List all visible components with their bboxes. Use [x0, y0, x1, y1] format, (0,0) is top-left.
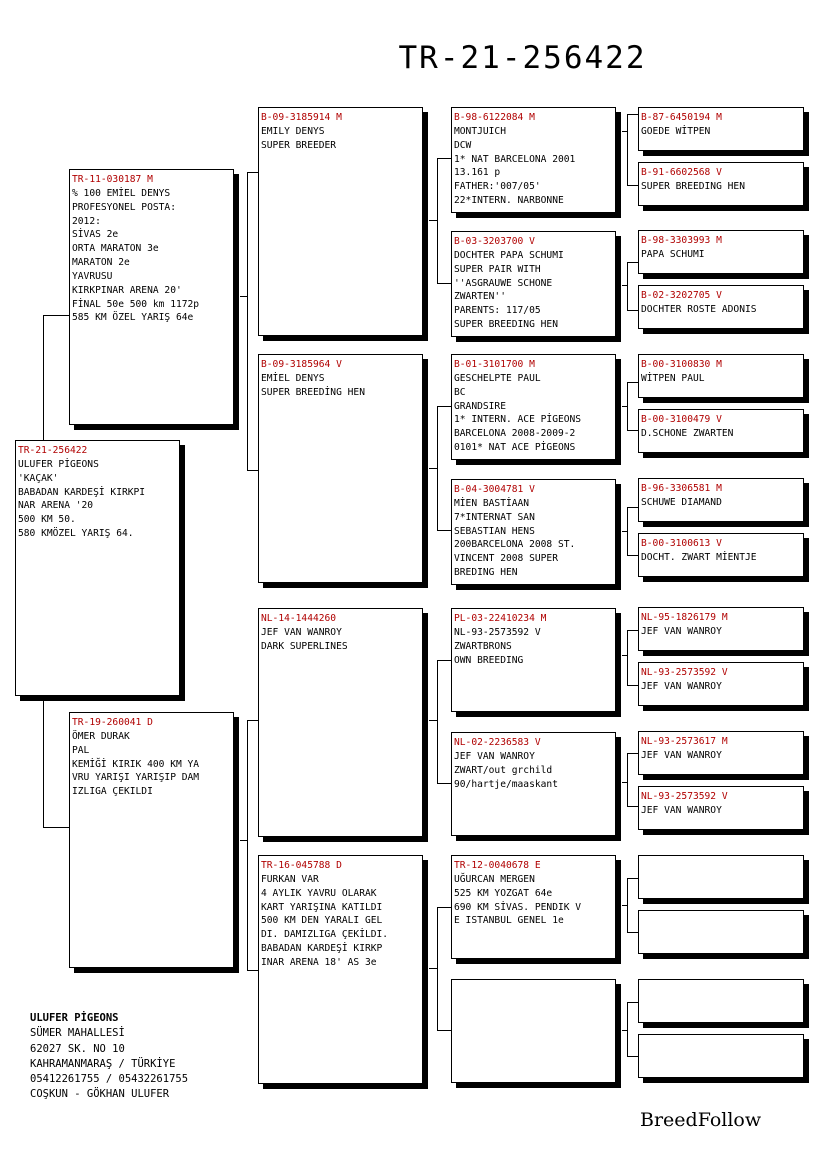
pedigree-text-line: FATHER:'007/05'	[454, 181, 541, 193]
pedigree-card-dam-sire	[258, 608, 423, 837]
pedigree-text-line: ÖMER DURAK	[72, 730, 130, 742]
pedigree-card-sire-dam	[258, 354, 423, 583]
connector-line	[437, 406, 452, 407]
pedigree-text-line: DOCHTER ROSTE ADONIS	[641, 303, 757, 315]
pedigree-text-line: DOCHTER PAPA SCHUMI	[454, 249, 564, 261]
pedigree-text-line: JEF VAN WANROY	[641, 749, 722, 761]
pedigree-text-line: SUPER BREEDİNG HEN	[261, 386, 365, 398]
pedigree-text-line: 690 KM SİVAS. PENDIK V	[454, 901, 582, 913]
pedigree-text-line: SUPER BREEDER	[261, 139, 337, 151]
pedigree-text-line: SCHUWE DIAMAND	[641, 496, 722, 508]
connector-line	[437, 158, 438, 284]
pedigree-card-g4-8	[638, 533, 804, 577]
ring-number: B-09-3185914 M	[261, 112, 342, 123]
pedigree-text-line: KIRKPINAR ARENA 20'	[72, 284, 182, 296]
pedigree-text-line: ULUFER PİGEONS	[18, 458, 99, 470]
pedigree-text-line: 4 AYLIK YAVRU OLARAK	[261, 887, 377, 899]
connector-line	[622, 131, 628, 132]
pedigree-card-sire	[69, 169, 234, 425]
pedigree-text-line: VRU YARIŞI YARIŞIP DAM	[72, 772, 200, 784]
phone-numbers: 05412261755 / 05432261755	[30, 1073, 189, 1086]
pedigree-text-line: WİTPEN PAUL	[641, 372, 705, 384]
pedigree-text-line: JEF VAN WANROY	[454, 750, 535, 762]
connector-line	[622, 285, 628, 286]
pedigree-text-line: 500 KM DEN YARALI GEL	[261, 915, 383, 927]
pedigree-text-line: EMİEL DENYS	[261, 372, 325, 384]
ring-number: B-87-6450194 M	[641, 112, 722, 123]
pedigree-card-dss	[451, 608, 616, 712]
ring-number: NL-93-2573617 M	[641, 736, 728, 747]
pedigree-card-g4-7	[638, 478, 804, 522]
pedigree-text-line: ORTA MARATON 3e	[72, 243, 159, 255]
pedigree-text-line: MARATON 2e	[72, 257, 130, 269]
connector-line	[429, 720, 438, 721]
connector-line	[622, 406, 628, 407]
connector-line	[240, 840, 248, 841]
pedigree-card-g4-2	[638, 162, 804, 206]
pedigree-text-line: UĞURCAN MERGEN	[454, 873, 535, 885]
pedigree-text-line: JEF VAN WANROY	[261, 626, 342, 638]
pedigree-text-line: BREDING HEN	[454, 567, 518, 579]
breeder-name: ULUFER PİGEONS	[30, 1012, 119, 1024]
pedigree-text-line: 0101* NAT ACE PİGEONS	[454, 442, 576, 454]
ring-number: B-98-6122084 M	[454, 112, 535, 123]
pedigree-text-line: 22*INTERN. NARBONNE	[454, 195, 564, 207]
connector-line	[622, 905, 628, 906]
pedigree-card-dsd	[451, 732, 616, 836]
pedigree-text-line: FİNAL 50e 500 km 1172p	[72, 298, 200, 310]
ring-number: PL-03-22410234 M	[454, 613, 547, 624]
connector-line	[627, 262, 628, 311]
pedigree-card-ddd	[451, 979, 616, 1083]
pedigree-card-g4-3	[638, 230, 804, 274]
connector-line	[627, 114, 628, 186]
connector-line	[437, 283, 452, 284]
ring-number: B-02-3202705 V	[641, 290, 722, 301]
pedigree-text-line: JEF VAN WANROY	[641, 625, 722, 637]
pedigree-text-line: PARENTS: 117/05	[454, 305, 541, 317]
pedigree-text-line: MONTJUICH	[454, 125, 506, 137]
pedigree-text-line: DCW	[454, 139, 472, 151]
pedigree-card-g4-16	[638, 1034, 804, 1078]
address-line: 62027 SK. NO 10	[30, 1042, 125, 1055]
ring-number: NL-14-1444260	[261, 613, 337, 624]
ring-number: B-91-6602568 V	[641, 167, 722, 178]
connector-line	[622, 1030, 628, 1031]
connector-line	[429, 468, 438, 469]
ring-number: TR-21-256422	[18, 445, 88, 456]
connector-line	[437, 783, 452, 784]
pedigree-text-line: GESCHELPTE PAUL	[454, 372, 541, 384]
pedigree-text-line: IZLIGA ÇEKILDI	[72, 786, 153, 798]
address-line: SÜMER MAHALLESİ	[30, 1027, 125, 1040]
pedigree-card-dam	[69, 712, 234, 968]
pedigree-card-g4-10	[638, 662, 804, 706]
pedigree-card-g4-11	[638, 731, 804, 775]
pedigree-card-dam-dam	[258, 855, 423, 1084]
pedigree-text-line: % 100 EMİEL DENYS	[72, 187, 171, 199]
pedigree-card-g4-1	[638, 107, 804, 151]
pedigree-card-g4-6	[638, 409, 804, 453]
pedigree-card-g4-12	[638, 786, 804, 830]
pedigree-card-g4-5	[638, 354, 804, 398]
pedigree-text-line: VINCENT 2008 SUPER	[454, 553, 558, 565]
connector-line	[437, 158, 452, 159]
pedigree-card-sire-sire	[258, 107, 423, 336]
pedigree-text-line: 1* INTERN. ACE PİGEONS	[454, 414, 582, 426]
pedigree-text-line: 1* NAT BARCELONA 2001	[454, 153, 576, 165]
pedigree-text-line: SUPER PAIR WITH	[454, 263, 541, 275]
pedigree-card-g4-4	[638, 285, 804, 329]
pedigree-text-line: 580 KMÖZEL YARIŞ 64.	[18, 528, 134, 540]
ring-number: NL-02-2236583 V	[454, 737, 541, 748]
pedigree-text-line: BABADAN KARDEŞİ KIRKP	[261, 943, 383, 955]
pedigree-text-line: 13.161 p	[454, 167, 501, 179]
ring-number: B-03-3203700 V	[454, 236, 535, 247]
connector-line	[240, 296, 248, 297]
pedigree-text-line: DARK SUPERLINES	[261, 640, 348, 652]
brand-logo-text: BreedFollow	[640, 1109, 762, 1131]
pedigree-text-line: KART YARIŞINA KATILDI	[261, 901, 383, 913]
pedigree-text-line: JEF VAN WANROY	[641, 680, 722, 692]
pedigree-card-sds	[451, 354, 616, 460]
pedigree-text-line: GRANDSIRE	[454, 400, 506, 412]
ring-number: TR-19-260041 D	[72, 717, 153, 728]
pedigree-text-line: 90/hartje/maaskant	[454, 778, 558, 790]
pedigree-text-line: 525 KM YOZGAT 64e	[454, 887, 553, 899]
pedigree-text-line: YAVRUSU	[72, 270, 113, 282]
pedigree-text-line: OWN BREEDING	[454, 654, 524, 666]
connector-line	[437, 530, 452, 531]
connector-line	[247, 720, 248, 971]
ring-number: TR-16-045788 D	[261, 860, 342, 871]
pedigree-card-sss	[451, 107, 616, 213]
pedigree-text-line: DOCHT. ZWART MİENTJE	[641, 551, 757, 563]
pedigree-text-line: DI. DAMIZLIGA ÇEKİLDI.	[261, 929, 389, 941]
pedigree-text-line: KEMİĞİ KIRIK 400 KM YA	[72, 758, 200, 770]
pedigree-text-line: 'KAÇAK'	[18, 472, 59, 484]
connector-line	[622, 531, 628, 532]
breeder-address-block	[30, 1011, 188, 1103]
pedigree-text-line: JEF VAN WANROY	[641, 804, 722, 816]
pedigree-text-line: D.SCHONE ZWARTEN	[641, 427, 734, 439]
pedigree-card-g4-13	[638, 855, 804, 899]
pedigree-text-line: 585 KM ÖZEL YARIŞ 64e	[72, 312, 194, 324]
connector-line	[437, 1030, 452, 1031]
pedigree-text-line: BARCELONA 2008-2009-2	[454, 428, 576, 440]
connector-line	[627, 630, 628, 686]
pedigree-text-line: INAR ARENA 18' AS 3e	[261, 956, 377, 968]
ring-number: B-00-3100613 V	[641, 538, 722, 549]
pedigree-text-line: SİVAS 2e	[72, 229, 119, 241]
pedigree-text-line: SUPER BREEDING HEN	[454, 319, 558, 331]
connector-line	[622, 655, 628, 656]
pedigree-text-line: ZWARTBRONS	[454, 640, 512, 652]
ring-number: B-96-3306581 M	[641, 483, 722, 494]
pedigree-text-line: PROFESYONEL POSTA:	[72, 201, 176, 213]
pedigree-card-g4-15	[638, 979, 804, 1023]
ring-number: B-01-3101700 M	[454, 359, 535, 370]
pedigree-text-line: ''ASGRAUWE SCHONE	[454, 277, 553, 289]
connector-line	[429, 220, 438, 221]
pedigree-card-sdd	[451, 479, 616, 585]
pedigree-text-line: SUPER BREEDING HEN	[641, 180, 745, 192]
address-line: KAHRAMANMARAŞ / TÜRKİYE	[30, 1057, 176, 1070]
pedigree-card-g4-14	[638, 910, 804, 954]
pedigree-text-line: 2012:	[72, 215, 101, 227]
pedigree-text-line: GOEDE WİTPEN	[641, 125, 711, 137]
connector-line	[627, 753, 628, 807]
connector-line	[622, 782, 628, 783]
pedigree-text-line: 500 KM 50.	[18, 514, 76, 526]
pedigree-text-line: PAL	[72, 744, 90, 756]
connector-line	[437, 660, 452, 661]
ring-number: B-00-3100830 M	[641, 359, 722, 370]
connector-line	[437, 907, 452, 908]
pedigree-text-line: NL-93-2573592 V	[454, 626, 541, 638]
ring-number: TR-11-030187 M	[72, 174, 153, 185]
pedigree-card-subject	[15, 440, 180, 696]
pedigree-text-line: EMILY DENYS	[261, 125, 325, 137]
pedigree-card-dds	[451, 855, 616, 959]
pedigree-text-line: BC	[454, 386, 466, 398]
connector-line	[247, 172, 248, 471]
connector-line	[437, 660, 438, 784]
pedigree-text-line: 200BARCELONA 2008 ST.	[454, 539, 576, 551]
pedigree-text-line: E ISTANBUL GENEL 1e	[454, 915, 564, 927]
connector-line	[437, 907, 438, 1031]
pedigree-text-line: NAR ARENA '20	[18, 500, 94, 512]
ring-number: NL-95-1826179 M	[641, 612, 728, 623]
connector-line	[429, 968, 438, 969]
pedigree-card-ssd	[451, 231, 616, 337]
ring-number: B-09-3185964 V	[261, 359, 342, 370]
pedigree-text-line: ZWART/out grchild	[454, 764, 553, 776]
ring-number: B-98-3303993 M	[641, 235, 722, 246]
ring-number: B-04-3004781 V	[454, 484, 535, 495]
pedigree-text-line: PAPA SCHUMI	[641, 248, 705, 260]
pedigree-text-line: BABADAN KARDEŞİ KIRKPI	[18, 486, 146, 498]
ring-number: B-00-3100479 V	[641, 414, 722, 425]
pedigree-text-line: 7*INTERNAT SAN	[454, 511, 535, 523]
pedigree-title: TR-21-256422	[398, 40, 647, 76]
ring-number: TR-12-0040678 E	[454, 860, 541, 871]
owner-names: COŞKUN - GÖKHAN ULUFER	[30, 1088, 170, 1101]
pedigree-text-line: FURKAN VAR	[261, 873, 319, 885]
pedigree-text-line: SEBASTIAN HENS	[454, 525, 535, 537]
ring-number: NL-93-2573592 V	[641, 667, 728, 678]
pedigree-text-line: ZWARTEN''	[454, 291, 506, 303]
pedigree-text-line: MİEN BASTİAAN	[454, 497, 530, 509]
pedigree-card-g4-9	[638, 607, 804, 651]
connector-line	[43, 827, 70, 828]
connector-line	[43, 315, 70, 316]
ring-number: NL-93-2573592 V	[641, 791, 728, 802]
